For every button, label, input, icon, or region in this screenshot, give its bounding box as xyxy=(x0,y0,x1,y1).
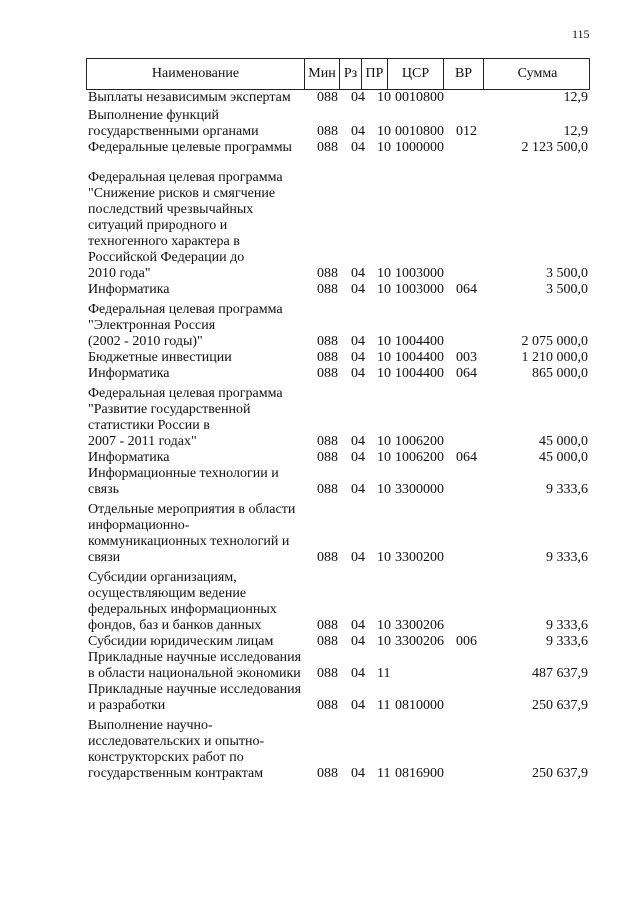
table-row xyxy=(88,682,588,714)
row-name xyxy=(88,650,310,682)
row-name xyxy=(88,634,310,650)
row-name-line: коммуникационных технологий и xyxy=(88,534,290,549)
table-row xyxy=(88,282,588,298)
table-row xyxy=(88,350,588,366)
row-name-line: Информационные технологии и xyxy=(88,466,279,481)
row-name-line: Субсидии юридическим лицам xyxy=(88,634,274,649)
row-sum: 9 333,6 xyxy=(546,634,588,649)
row-sum: 45 000,0 xyxy=(539,434,588,449)
row-name-line: федеральных информационных xyxy=(88,602,277,617)
row-vr: 006 xyxy=(456,634,477,649)
row-csr: 0810000 xyxy=(395,698,444,713)
row-rz: 04 xyxy=(351,482,365,497)
row-rz: 04 xyxy=(351,140,365,155)
header-rz: Рз xyxy=(340,59,362,89)
table-row xyxy=(88,302,588,350)
row-pr: 11 xyxy=(377,766,391,781)
row-vr: 012 xyxy=(456,124,477,139)
row-min: 088 xyxy=(317,634,338,649)
row-name-line: Федеральная целевая программа xyxy=(88,170,283,185)
row-csr: 1006200 xyxy=(395,450,444,465)
row-name xyxy=(88,108,310,140)
row-name-line: "Электронная Россия xyxy=(88,318,216,333)
table-row xyxy=(88,108,588,140)
row-sum: 12,9 xyxy=(563,90,588,105)
row-csr: 1004400 xyxy=(395,366,444,381)
header-sum: Сумма xyxy=(517,66,558,81)
row-min: 088 xyxy=(317,618,338,633)
table-row xyxy=(88,140,588,156)
row-name-line: Информатика xyxy=(88,450,170,465)
row-pr: 10 xyxy=(377,334,391,349)
row-rz: 04 xyxy=(351,334,365,349)
row-csr: 3300200 xyxy=(395,550,444,565)
row-name-line: Федеральные целевые программы xyxy=(88,140,292,155)
row-csr: 1004400 xyxy=(395,334,444,349)
row-csr: 1006200 xyxy=(395,434,444,449)
row-rz: 04 xyxy=(351,550,365,565)
row-vr: 003 xyxy=(456,350,477,365)
row-name-line: Выполнение функций xyxy=(88,108,219,123)
row-name-line: исследовательских и опытно- xyxy=(88,734,265,749)
row-name-line: и разработки xyxy=(88,698,166,713)
row-csr: 3300206 xyxy=(395,618,444,633)
row-name-line: Прикладные научные исследования xyxy=(88,650,302,665)
row-csr: 1003000 xyxy=(395,282,444,297)
row-pr: 10 xyxy=(377,366,391,381)
row-name xyxy=(88,366,310,382)
row-name-line: связь xyxy=(88,482,119,497)
row-rz: 04 xyxy=(351,124,365,139)
table-row xyxy=(88,366,588,382)
row-rz: 04 xyxy=(351,90,365,105)
row-sum: 865 000,0 xyxy=(532,366,588,381)
row-name-line: ситуаций природного и xyxy=(88,218,228,233)
row-name xyxy=(88,570,310,634)
row-name-line: в области национальной экономики xyxy=(88,666,301,681)
row-name xyxy=(88,386,310,450)
row-name-line: осуществляющим ведение xyxy=(88,586,247,601)
row-name-line: "Развитие государственной xyxy=(88,402,251,417)
row-min: 088 xyxy=(317,266,338,281)
row-sum: 487 637,9 xyxy=(532,666,588,681)
row-csr: 0010800 xyxy=(395,124,444,139)
row-min: 088 xyxy=(317,334,338,349)
row-sum: 9 333,6 xyxy=(546,482,588,497)
row-min: 088 xyxy=(317,450,338,465)
row-name-line: Федеральная целевая программа xyxy=(88,302,283,317)
row-name-line: связи xyxy=(88,550,121,565)
row-sum: 1 210 000,0 xyxy=(521,350,588,365)
row-rz: 04 xyxy=(351,350,365,365)
row-pr: 10 xyxy=(377,618,391,633)
row-name xyxy=(88,502,310,566)
row-name-line: информационно- xyxy=(88,518,190,533)
row-pr: 10 xyxy=(377,450,391,465)
row-pr: 10 xyxy=(377,266,391,281)
row-name xyxy=(88,90,310,106)
row-vr: 064 xyxy=(456,450,477,465)
row-name-line: Российской Федерации до xyxy=(88,250,245,265)
row-name xyxy=(88,718,310,782)
table-row xyxy=(88,570,588,634)
row-name xyxy=(88,350,310,366)
row-sum: 250 637,9 xyxy=(532,698,588,713)
row-rz: 04 xyxy=(351,266,365,281)
header-pr: ПР xyxy=(362,59,388,89)
row-name-line: последствий чрезвычайных xyxy=(88,202,254,217)
row-name-line: государственными органами xyxy=(88,124,259,139)
table-row xyxy=(88,466,588,498)
row-min: 088 xyxy=(317,666,338,681)
row-rz: 04 xyxy=(351,450,365,465)
row-rz: 04 xyxy=(351,434,365,449)
row-name-line: "Снижение рисков и смягчение xyxy=(88,186,276,201)
row-min: 088 xyxy=(317,698,338,713)
row-rz: 04 xyxy=(351,766,365,781)
row-min: 088 xyxy=(317,350,338,365)
row-sum: 45 000,0 xyxy=(539,450,588,465)
row-pr: 10 xyxy=(377,350,391,365)
row-rz: 04 xyxy=(351,634,365,649)
row-name-line: 2007 - 2011 годах" xyxy=(88,434,197,449)
header-min: Мин xyxy=(305,59,340,89)
header-vr: ВР xyxy=(444,59,484,89)
row-csr: 0010800 xyxy=(395,90,444,105)
row-name xyxy=(88,450,310,466)
row-pr: 10 xyxy=(377,140,391,155)
row-sum: 9 333,6 xyxy=(546,618,588,633)
row-name-line: Прикладные научные исследования xyxy=(88,682,302,697)
table-row xyxy=(88,386,588,450)
table-row xyxy=(88,650,588,682)
table-row xyxy=(88,90,588,106)
row-csr: 1003000 xyxy=(395,266,444,281)
row-csr: 3300206 xyxy=(395,634,444,649)
row-csr: 1000000 xyxy=(395,140,444,155)
row-vr: 064 xyxy=(456,282,477,297)
row-name-line: Выплаты независимым экспертам xyxy=(88,90,291,105)
table-row xyxy=(88,634,588,650)
table-row xyxy=(88,170,588,282)
table-row xyxy=(88,718,588,782)
row-name-line: конструкторских работ по xyxy=(88,750,244,765)
row-name xyxy=(88,170,310,282)
row-pr: 11 xyxy=(377,666,391,681)
row-name-line: статистики России в xyxy=(88,418,210,433)
row-csr: 1004400 xyxy=(395,350,444,365)
row-name-line: фондов, баз и банков данных xyxy=(88,618,262,633)
row-pr: 10 xyxy=(377,550,391,565)
row-csr: 3300000 xyxy=(395,482,444,497)
row-pr: 11 xyxy=(377,698,391,713)
row-name-line: Бюджетные инвестиции xyxy=(88,350,232,365)
row-sum: 3 500,0 xyxy=(546,266,588,281)
row-min: 088 xyxy=(317,282,338,297)
row-name-line: (2002 - 2010 годы)" xyxy=(88,334,203,349)
row-rz: 04 xyxy=(351,698,365,713)
row-min: 088 xyxy=(317,124,338,139)
row-pr: 10 xyxy=(377,124,391,139)
row-min: 088 xyxy=(317,550,338,565)
row-name xyxy=(88,282,310,298)
row-name xyxy=(88,140,310,156)
row-sum: 250 637,9 xyxy=(532,766,588,781)
row-pr: 10 xyxy=(377,634,391,649)
row-csr: 0816900 xyxy=(395,766,444,781)
table-header xyxy=(86,58,590,90)
table-row xyxy=(88,502,588,566)
row-rz: 04 xyxy=(351,282,365,297)
row-name-line: государственным контрактам xyxy=(88,766,264,781)
row-min: 088 xyxy=(317,140,338,155)
row-name-line: Информатика xyxy=(88,282,170,297)
row-name xyxy=(88,466,310,498)
row-vr: 064 xyxy=(456,366,477,381)
row-name-line: Выполнение научно- xyxy=(88,718,213,733)
row-min: 088 xyxy=(317,90,338,105)
row-min: 088 xyxy=(317,434,338,449)
header-csr: ЦСР xyxy=(388,59,444,89)
row-sum: 9 333,6 xyxy=(546,550,588,565)
row-name-line: 2010 года" xyxy=(88,266,151,281)
row-pr: 10 xyxy=(377,482,391,497)
row-pr: 10 xyxy=(377,282,391,297)
table-row xyxy=(88,450,588,466)
row-name xyxy=(88,302,310,350)
row-rz: 04 xyxy=(351,666,365,681)
row-name-line: Отдельные мероприятия в области xyxy=(88,502,296,517)
table-body xyxy=(88,90,588,782)
header-name: Наименование xyxy=(87,59,305,89)
page-number: 115 xyxy=(572,27,590,41)
row-name xyxy=(88,682,310,714)
row-name-line: Федеральная целевая программа xyxy=(88,386,283,401)
row-min: 088 xyxy=(317,766,338,781)
row-sum: 2 123 500,0 xyxy=(521,140,588,155)
row-rz: 04 xyxy=(351,366,365,381)
row-sum: 2 075 000,0 xyxy=(521,334,588,349)
row-pr: 10 xyxy=(377,434,391,449)
row-name-line: Субсидии организациям, xyxy=(88,570,237,585)
row-name-line: Информатика xyxy=(88,366,170,381)
row-name-line: техногенного характера в xyxy=(88,234,240,249)
row-sum: 12,9 xyxy=(563,124,588,139)
row-sum: 3 500,0 xyxy=(546,282,588,297)
row-rz: 04 xyxy=(351,618,365,633)
row-min: 088 xyxy=(317,366,338,381)
row-min: 088 xyxy=(317,482,338,497)
row-pr: 10 xyxy=(377,90,391,105)
